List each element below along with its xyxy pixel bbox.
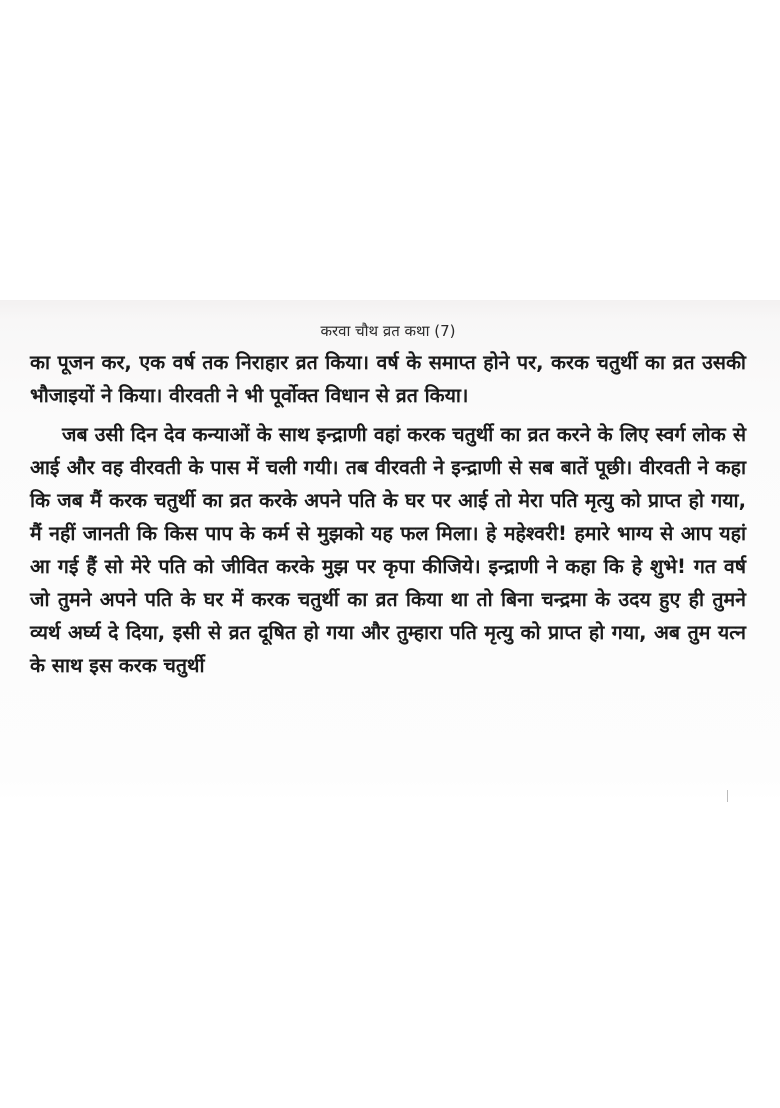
paragraph-continued: का पूजन कर, एक वर्ष तक निराहार व्रत किया। वर्ष के समाप्त होने पर, करक चतुर्थी का व्रत उसकी भौजाइयों ने किया। वीरवती ने भी पूर्वोक्त विधान से व्रत किया। (30, 351, 746, 407)
book-page (30, 320, 746, 682)
paragraph: जब उसी दिन देव कन्याओं के साथ इन्द्राणी वहां करक चतुर्थी का व्रत करने के लिए स्वर्ग लोक से आई और वह वीरवती के पास में चली गयी। तब वीरवती ने इन्द्राणी से सब बातें पूछी। वीरवती ने कहा कि जब मैं करक चतुर्थी का व्रत करके अपने पति के घर पर आई तो मेरा पति मृत्यु को प्राप्त हो गया, मैं नहीं जानती कि किस पाप के कर्म से मुझको यह फल मिला। हे महेश्वरी! हमारे भाग्य से आप यहां आ गई हैं सो मेरे पति को जीवित करके मुझ पर कृपा कीजिये। इन्द्राणी ने कहा कि हे शुभे! गत वर्ष जो तुमने अपने पति के घर में करक चतुर्थी का व्रत किया था तो बिना चन्द्रमा के उदय हुए ही तुमने व्यर्थ अर्घ्य दे दिया, इसी से व्रत दूषित हो गया और तुम्हारा पति मृत्यु को प्राप्त हो गया, अब तुम यत्न के साथ इस करक चतुर्थी (30, 423, 747, 677)
scan-mark (727, 790, 728, 802)
running-title: करवा चौथ व्रत कथा (7) (320, 322, 456, 340)
